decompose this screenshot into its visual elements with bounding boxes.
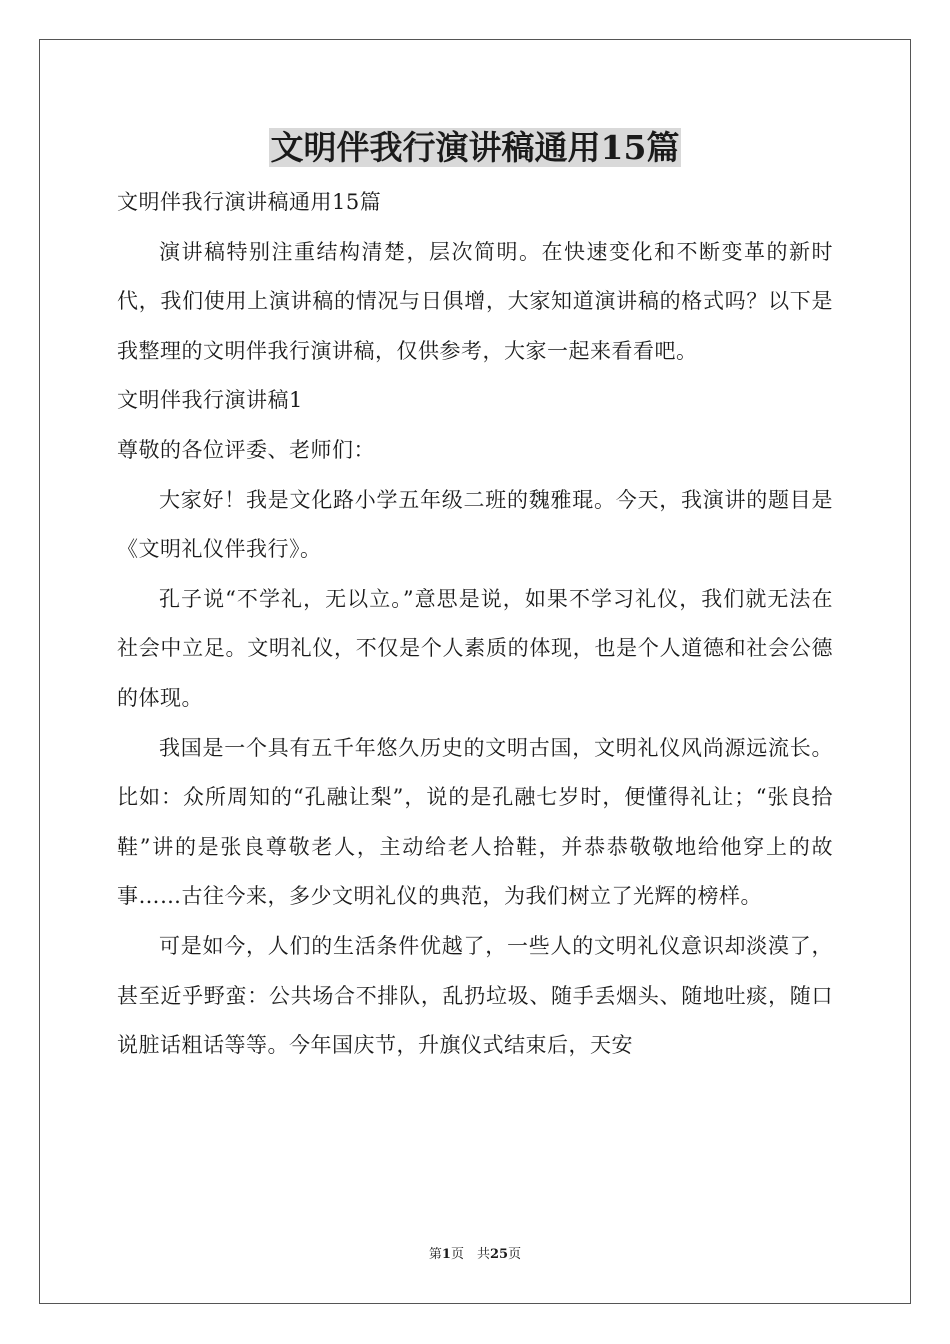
paragraph: 可是如今，人们的生活条件优越了，一些人的文明礼仪意识却淡漠了，甚至近乎野蛮：公共场合不排队，乱扔垃圾、随手丢烟头、随地吐痰，随口说脏话粗话等等。今年国庆节，升旗仪式结束后，天安	[117, 933, 833, 1058]
document-body	[117, 178, 833, 1071]
paragraph: 大家好！我是文化路小学五年级二班的魏雅琨。今天，我演讲的题目是《文明礼仪伴我行》。	[117, 487, 833, 562]
footer-current-page: 1	[441, 1247, 451, 1262]
paragraph: 演讲稿特别注重结构清楚，层次简明。在快速变化和不断变革的新时代，我们使用上演讲稿的情况与日俱增，大家知道演讲稿的格式吗？以下是我整理的文明伴我行演讲稿，仅供参考，大家一起来看看吧。	[117, 239, 833, 363]
page-footer	[0, 1246, 950, 1264]
footer-suffix: 页	[508, 1247, 522, 1262]
paragraph: 文明伴我行演讲稿1	[117, 388, 303, 413]
paragraph: 孔子说“不学礼，无以立。”意思是说，如果不学习礼仪，我们就无法在社会中立足。文明礼仪，不仅是个人素质的体现，也是个人道德和社会公德的体现。	[117, 586, 833, 710]
paragraph: 尊敬的各位评委、老师们：	[117, 437, 375, 462]
paragraph: 我国是一个具有五千年悠久历史的文明古国，文明礼仪风尚源远流长。比如：众所周知的“孔融让梨”，说的是孔融七岁时，便懂得礼让；“张良拾鞋”讲的是张良尊敬老人，主动给老人拾鞋，并恭恭敬敬地给他穿上的故事……古往今来，多少文明礼仪的典范，为我们树立了光辉的榜样。	[117, 735, 833, 909]
paragraph: 文明伴我行演讲稿通用15篇	[117, 190, 382, 214]
footer-prefix: 第	[428, 1247, 442, 1262]
footer-mid: 页 共	[450, 1247, 490, 1262]
footer-total-pages: 25	[489, 1247, 509, 1262]
document-title-text: 文明伴我行演讲稿通用15篇	[270, 128, 680, 167]
document-title	[0, 124, 950, 172]
